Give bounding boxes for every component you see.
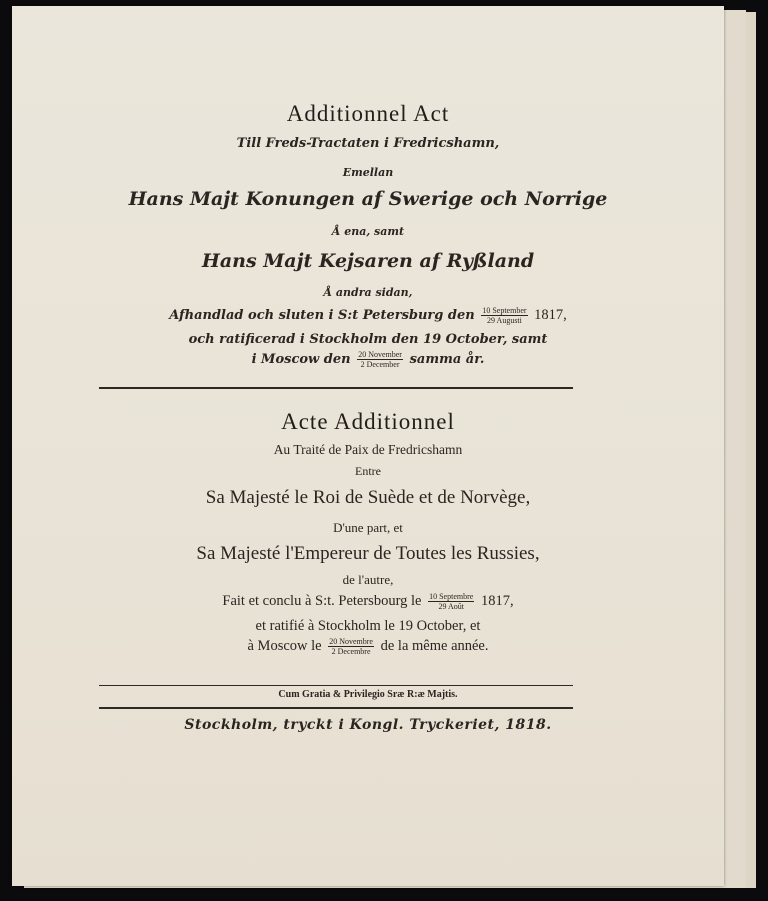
french-emperor-line: Sa Majesté l'Empereur de Toutes les Russies, — [196, 543, 540, 564]
french-moscow-numerator: 20 Novembre — [329, 637, 373, 646]
french-line-8: et ratifié à Stockholm le 19 October, et — [255, 618, 481, 634]
french-line-2: Entre — [355, 464, 381, 478]
french-moscow-post: de la même année. — [380, 637, 489, 654]
french-moscow-denominator: 2 Decembre — [331, 647, 371, 656]
swedish-line-2: Emellan — [342, 166, 394, 179]
swedish-line-4: Å ena, samt — [331, 225, 405, 238]
footer-rule-bottom — [99, 707, 573, 709]
french-date-denominator: 29 Août — [438, 602, 464, 611]
swedish-moscow-pre: i Moscow den — [251, 351, 351, 367]
french-date-line — [12, 592, 724, 611]
french-date-year: 1817, — [480, 592, 514, 609]
swedish-date-numerator: 10 September — [482, 306, 527, 315]
french-moscow-line — [12, 637, 724, 656]
french-king-line: Sa Majesté le Roi de Suède et de Norvège, — [205, 487, 531, 508]
swedish-line-1: Till Freds-Tractaten i Fredricshamn, — [236, 136, 500, 151]
imprint-line: Stockholm, tryckt i Kongl. Tryckeriet, 1818. — [184, 717, 552, 733]
french-line-4: D'une part, et — [333, 520, 403, 535]
swedish-line-8: och ratificerad i Stockholm den 19 October, samt — [188, 332, 548, 347]
swedish-title: Additionnel Act — [286, 101, 450, 126]
french-moscow-fraction — [328, 637, 374, 656]
footer-rule-top — [99, 685, 573, 686]
document-page — [12, 6, 724, 886]
swedish-moscow-fraction — [357, 350, 403, 369]
swedish-moscow-denominator: 2 December — [360, 360, 400, 369]
privilege-line: Cum Gratia & Privilegio Sræ R:æ Majtis. — [278, 689, 458, 700]
french-moscow-pre: à Moscow le — [247, 637, 322, 654]
french-title: Acte Additionnel — [281, 409, 455, 434]
swedish-line-6: Å andra sidan, — [323, 286, 413, 299]
swedish-moscow-post: samma år. — [409, 351, 485, 367]
french-date-pre: Fait et conclu à S:t. Petersbourg le — [222, 592, 422, 609]
french-date-fraction — [428, 592, 474, 611]
section-divider — [99, 387, 573, 389]
french-date-numerator: 10 Septembre — [429, 592, 474, 601]
french-line-1: Au Traité de Paix de Fredricshamn — [273, 442, 463, 457]
swedish-date-year: 1817, — [534, 306, 567, 323]
french-line-6: de l'autre, — [342, 572, 394, 587]
swedish-moscow-line — [12, 350, 724, 369]
swedish-date-denominator: 29 Augusti — [486, 316, 522, 325]
swedish-date-line — [12, 306, 724, 325]
swedish-date-pre: Afhandlad och sluten i S:t Petersburg den — [169, 307, 475, 323]
swedish-emperor-line: Hans Majt Kejsaren af Ryßland — [201, 250, 535, 272]
swedish-date-fraction — [481, 306, 527, 325]
swedish-moscow-numerator: 20 November — [358, 350, 402, 359]
swedish-king-line: Hans Majt Konungen af Swerige och Norrige — [128, 188, 608, 210]
